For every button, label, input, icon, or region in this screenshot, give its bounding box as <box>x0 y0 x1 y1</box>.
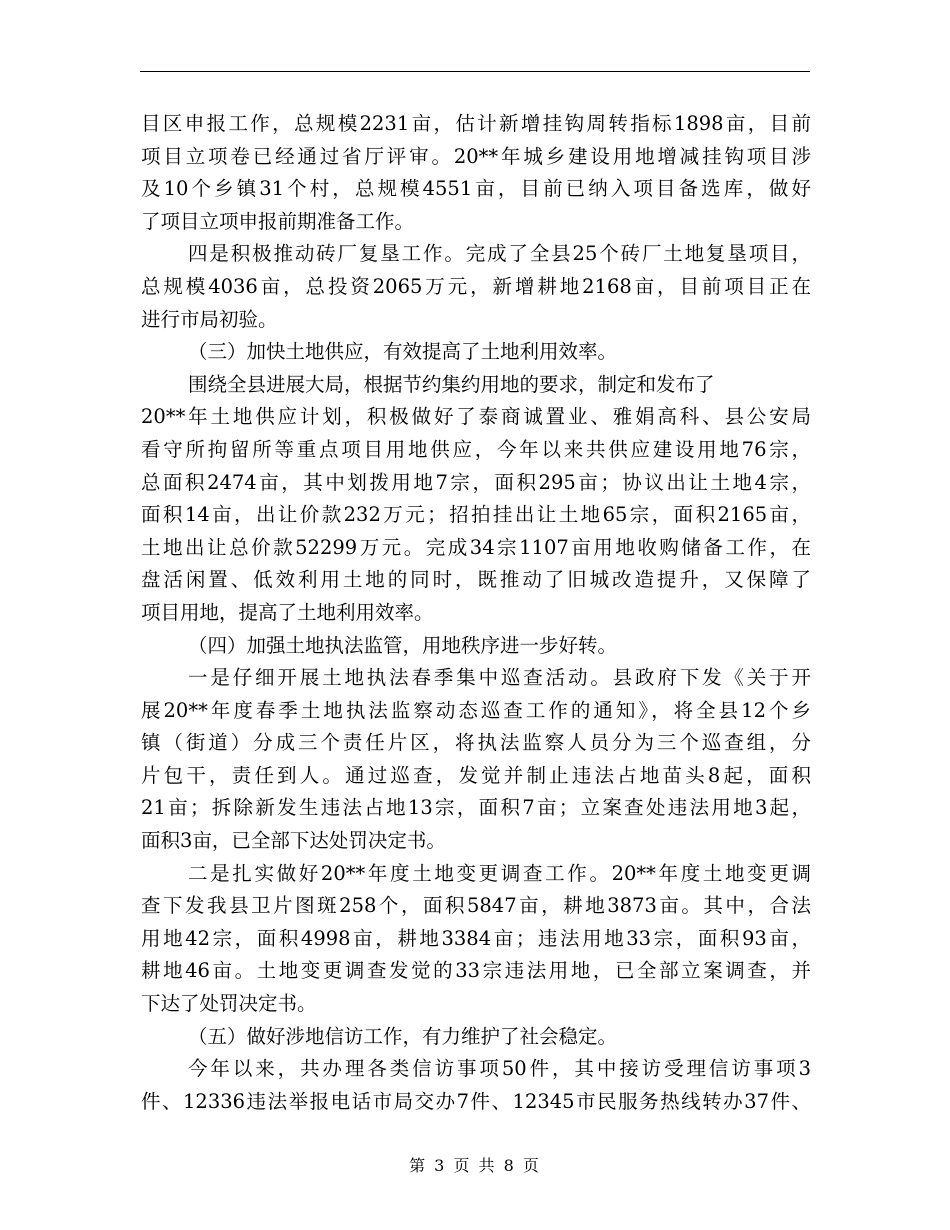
text-line: 面积3亩，已全部下达处罚决定书。 <box>141 829 446 853</box>
text-line: 展20**年度春季土地执法监察动态巡查工作的通知》，将全县12个乡 <box>141 698 811 722</box>
text-line: 目区申报工作，总规模2231亩，估计新增挂钩周转指标1898亩，目前 <box>141 112 811 135</box>
text-line: 今年以来，共办理各类信访事项50件，其中接访受理信访事项3 <box>188 1057 811 1081</box>
text-line: 二是扎实做好20**年度土地变更调查工作。20**年度土地变更调 <box>188 861 811 885</box>
text-line: 四是积极推动砖厂复垦工作。完成了全县25个砖厂土地复垦项目， <box>188 242 811 266</box>
text-line: 下达了处罚决定书。 <box>141 992 317 1016</box>
text-line: （四）加强土地执法监管，用地秩序进一步好转。 <box>188 633 618 657</box>
text-line: 查下发我县卫片图斑258个，面积5847亩，耕地3873亩。其中，合法 <box>141 894 811 918</box>
document-body <box>141 108 811 1118</box>
text-line: 项目用地，提高了土地利用效率。 <box>141 600 434 624</box>
text-line: 看守所拘留所等重点项目用地供应，今年以来共供应建设用地76宗， <box>141 437 811 461</box>
text-line: 项目立项卷已经通过省厅评审。20**年城乡建设用地增减挂钩项目涉 <box>141 144 811 168</box>
text-line: （五）做好涉地信访工作，有力维护了社会稳定。 <box>188 1024 618 1048</box>
page-number: 第 3 页 共 8 页 <box>409 1156 541 1175</box>
text-line: 及10个乡镇31个村，总规模4551亩，目前已纳入项目备选库，做好 <box>141 177 811 201</box>
text-line: 21亩；拆除新发生违法占地13宗，面积7亩；立案查处违法用地3起， <box>141 796 811 820</box>
text-line: 总面积2474亩，其中划拨用地7宗，面积295亩；协议出让土地4宗， <box>141 470 811 494</box>
text-line: 土地出让总价款52299万元。完成34宗1107亩用地收购储备工作，在 <box>141 535 811 559</box>
text-line: 围绕全县进展大局，根据节约集约用地的要求，制定和发布了 <box>188 372 715 396</box>
text-line: 总规模4036亩，总投资2065万元，新增耕地2168亩，目前项目正在 <box>141 274 811 298</box>
text-line: （三）加快土地供应，有效提高了土地利用效率。 <box>188 340 618 364</box>
text-line: 一是仔细开展土地执法春季集中巡查活动。县政府下发《关于开 <box>188 666 811 690</box>
text-line: 盘活闲置、低效利用土地的同时，既推动了旧城改造提升，又保障了 <box>141 568 811 592</box>
text-line: 镇（街道）分成三个责任片区，将执法监察人员分为三个巡查组，分 <box>141 731 811 755</box>
text-line: 了项目立项申报前期准备工作。 <box>141 209 415 233</box>
header-rule <box>140 71 810 72</box>
text-line: 片包干，责任到人。通过巡查，发觉并制止违法占地苗头8起，面积 <box>141 763 811 787</box>
text-line: 用地42宗，面积4998亩，耕地3384亩；违法用地33宗，面积93亩， <box>141 926 811 950</box>
text-line: 面积14亩，出让价款232万元；招拍挂出让土地65宗，面积2165亩， <box>141 503 811 527</box>
text-line: 耕地46亩。土地变更调查发觉的33宗违法用地，已全部立案调查，并 <box>141 959 811 983</box>
text-line: 件、12336违法举报电话市局交办7件、12345市民服务热线转办37件、 <box>141 1089 811 1113</box>
text-line: 20**年土地供应计划，积极做好了泰商诚置业、雅娟高科、县公安局 <box>141 405 811 429</box>
text-line: 进行市局初验。 <box>141 307 278 331</box>
